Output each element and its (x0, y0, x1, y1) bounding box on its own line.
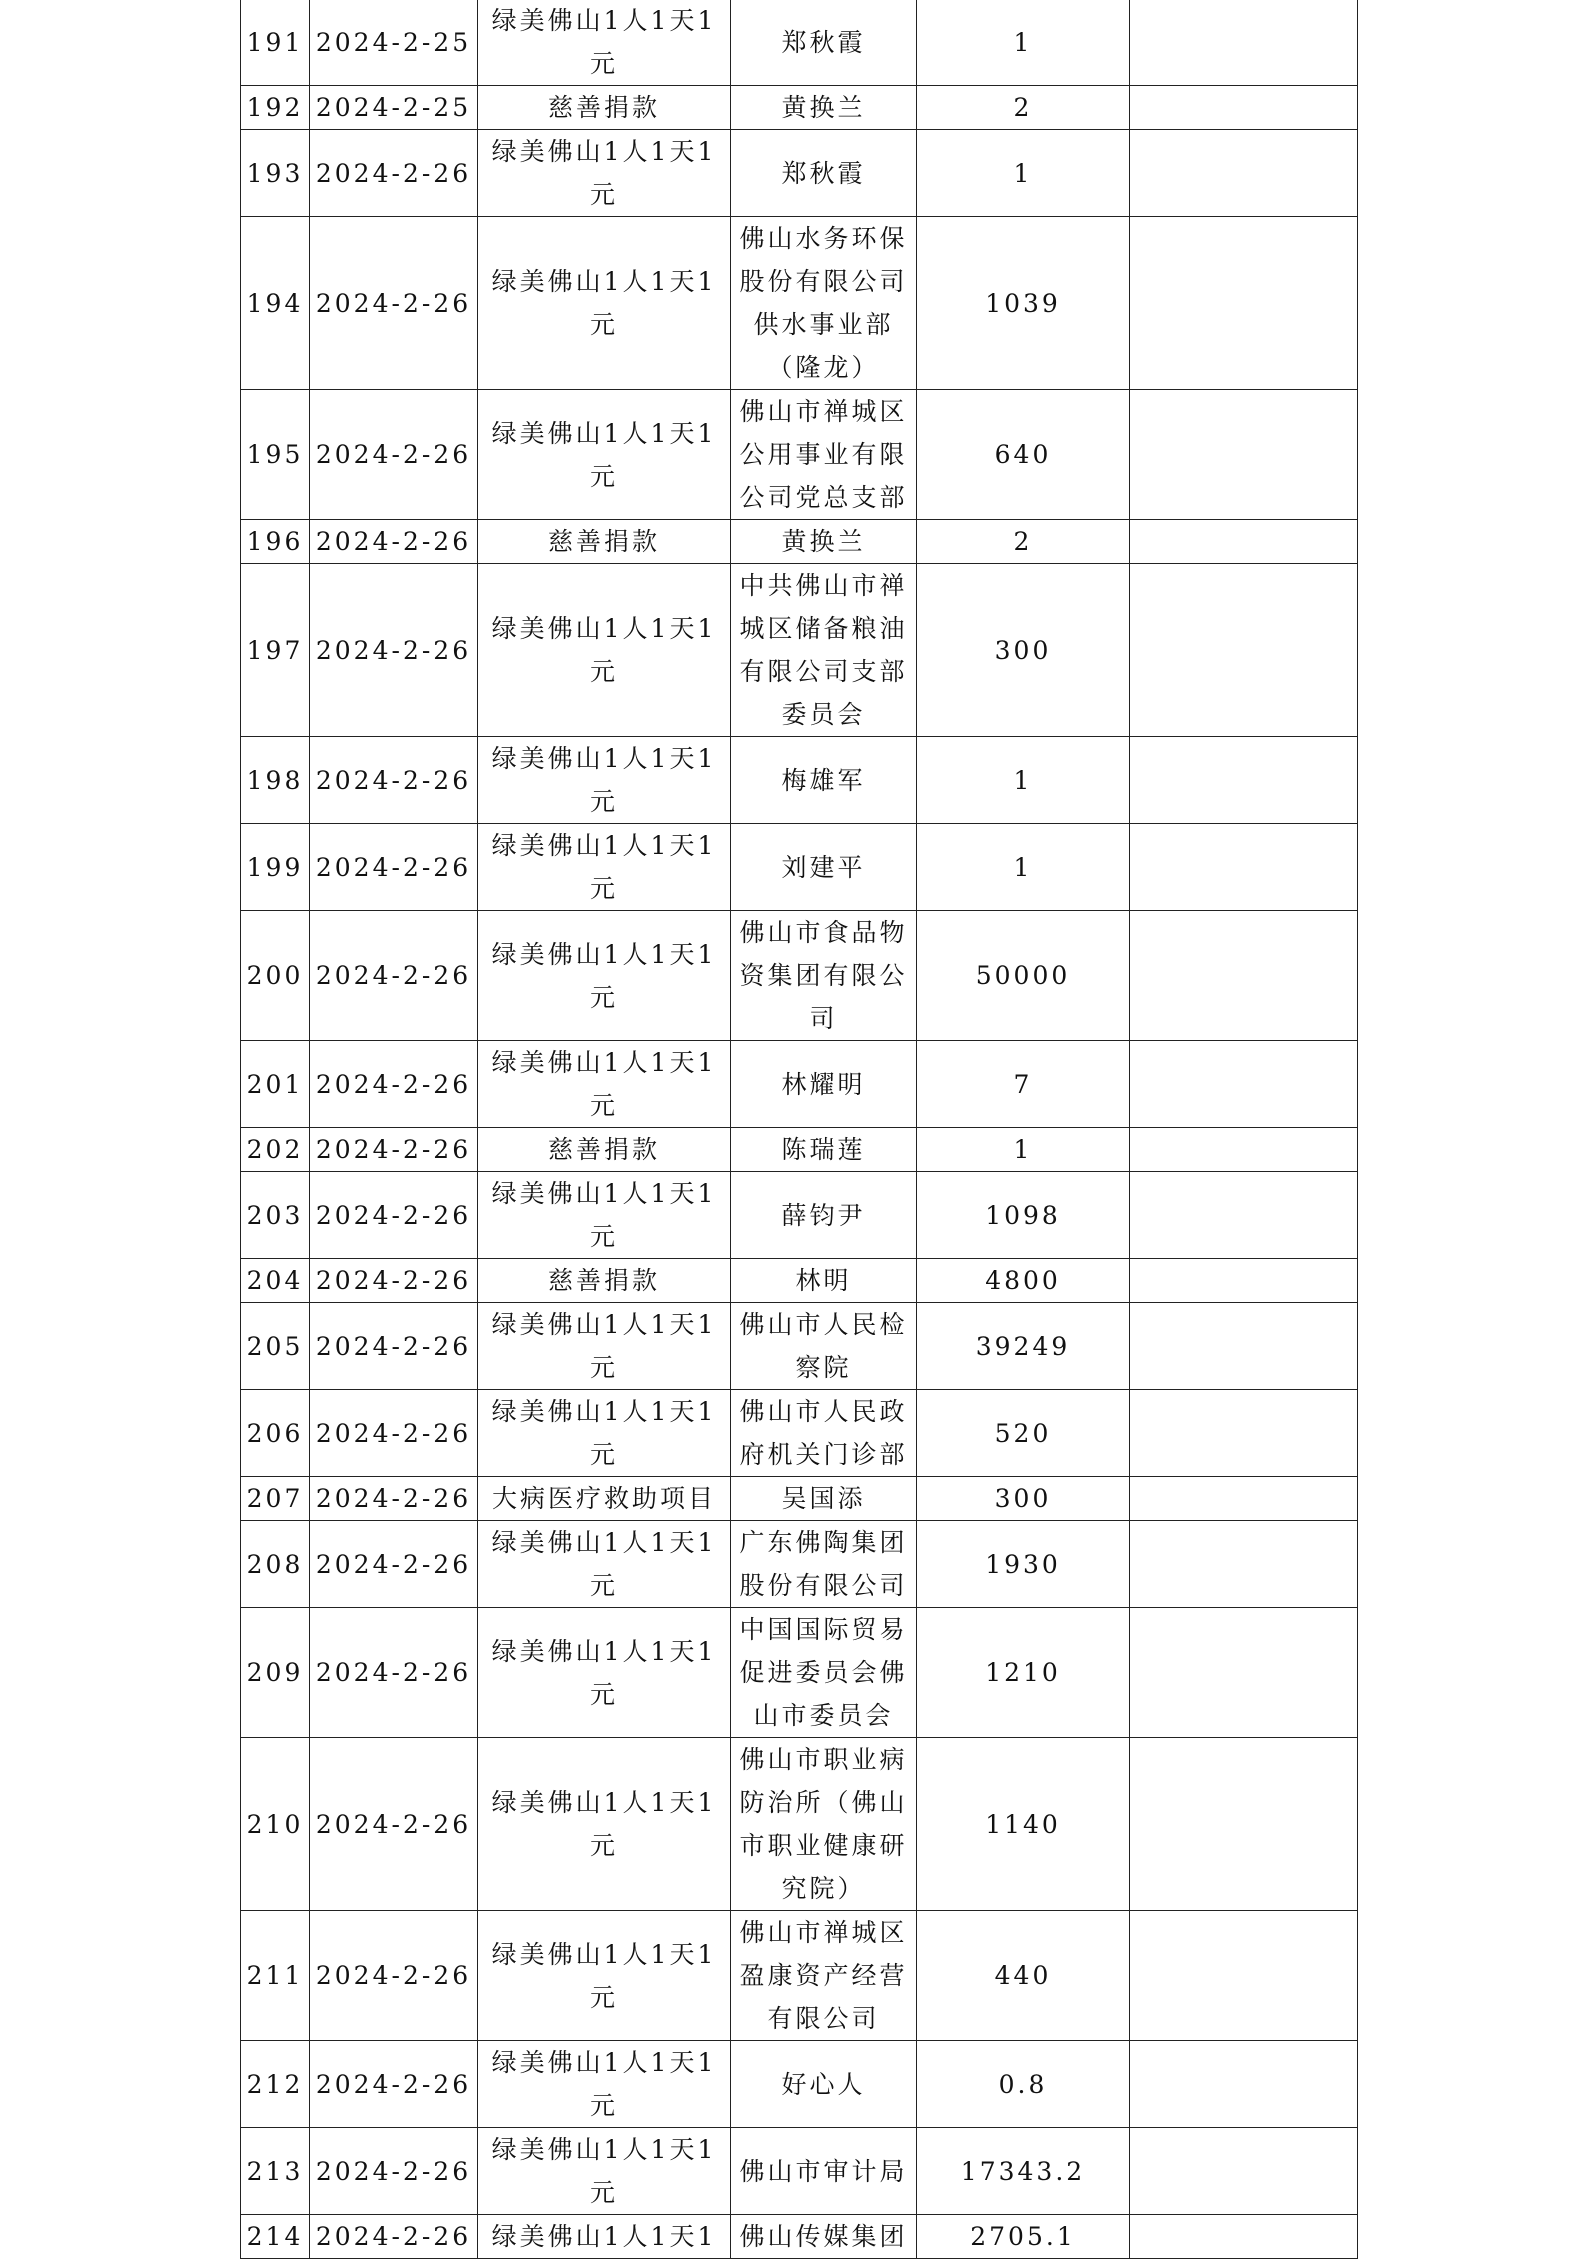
table-row (241, 737, 1358, 824)
table-row (241, 1738, 1358, 1911)
donation-date: 2024-2-26 (310, 217, 478, 390)
remark-cell (1130, 911, 1358, 1041)
donation-date: 2024-2-26 (310, 2041, 478, 2128)
donor-name: 陈瑞莲 (731, 1128, 917, 1172)
remark-cell (1130, 1477, 1358, 1521)
donation-amount: 2 (917, 520, 1130, 564)
donor-name: 吴国添 (731, 1477, 917, 1521)
row-number: 201 (241, 1041, 310, 1128)
table-row (241, 824, 1358, 911)
remark-cell (1130, 1041, 1358, 1128)
donor-name: 好心人 (731, 2041, 917, 2128)
table-row (241, 2128, 1358, 2215)
row-number: 208 (241, 1521, 310, 1608)
row-number: 194 (241, 217, 310, 390)
donation-project: 绿美佛山1人1天1元 (478, 2128, 731, 2215)
donation-project: 绿美佛山1人1天1元 (478, 1390, 731, 1477)
donation-amount: 4800 (917, 1259, 1130, 1303)
table-row (241, 2041, 1358, 2128)
donation-date: 2024-2-26 (310, 1303, 478, 1390)
remark-cell (1130, 86, 1358, 130)
donation-project: 绿美佛山1人1天1元 (478, 1172, 731, 1259)
donor-name: 佛山市禅城区盈康资产经营有限公司 (731, 1911, 917, 2041)
donation-amount: 1039 (917, 217, 1130, 390)
row-number: 197 (241, 564, 310, 737)
donor-name: 郑秋霞 (731, 130, 917, 217)
donation-date: 2024-2-26 (310, 1128, 478, 1172)
donor-name: 刘建平 (731, 824, 917, 911)
donation-project: 绿美佛山1人1天1元 (478, 0, 731, 86)
donation-amount: 0.8 (917, 2041, 1130, 2128)
donation-amount: 1 (917, 1128, 1130, 1172)
row-number: 205 (241, 1303, 310, 1390)
row-number: 203 (241, 1172, 310, 1259)
donation-amount: 2705.1 (917, 2215, 1130, 2259)
donor-name: 佛山市审计局 (731, 2128, 917, 2215)
donor-name: 黄换兰 (731, 86, 917, 130)
donation-date: 2024-2-26 (310, 130, 478, 217)
donation-project: 绿美佛山1人1天1 (478, 2215, 731, 2259)
table-row (241, 86, 1358, 130)
donation-amount: 1 (917, 130, 1130, 217)
donation-project: 绿美佛山1人1天1元 (478, 1303, 731, 1390)
donation-date: 2024-2-26 (310, 1911, 478, 2041)
table-row (241, 911, 1358, 1041)
donation-project: 慈善捐款 (478, 86, 731, 130)
table-row (241, 1521, 1358, 1608)
table-row (241, 520, 1358, 564)
document-page (240, 0, 1357, 2251)
donation-table (240, 0, 1358, 2259)
donation-date: 2024-2-26 (310, 1477, 478, 1521)
donor-name: 薛钧尹 (731, 1172, 917, 1259)
donation-date: 2024-2-26 (310, 390, 478, 520)
donation-project: 绿美佛山1人1天1元 (478, 2041, 731, 2128)
table-row (241, 390, 1358, 520)
donation-project: 绿美佛山1人1天1元 (478, 737, 731, 824)
row-number: 204 (241, 1259, 310, 1303)
donor-name: 佛山市食品物资集团有限公司 (731, 911, 917, 1041)
donation-project: 绿美佛山1人1天1元 (478, 130, 731, 217)
donation-date: 2024-2-26 (310, 824, 478, 911)
remark-cell (1130, 564, 1358, 737)
remark-cell (1130, 390, 1358, 520)
donation-date: 2024-2-25 (310, 86, 478, 130)
remark-cell (1130, 1608, 1358, 1738)
donation-project: 绿美佛山1人1天1元 (478, 911, 731, 1041)
remark-cell (1130, 1390, 1358, 1477)
table-row (241, 1259, 1358, 1303)
donation-amount: 7 (917, 1041, 1130, 1128)
donation-date: 2024-2-26 (310, 1172, 478, 1259)
donation-amount: 300 (917, 564, 1130, 737)
donation-date: 2024-2-26 (310, 2128, 478, 2215)
donation-amount: 50000 (917, 911, 1130, 1041)
row-number: 213 (241, 2128, 310, 2215)
remark-cell (1130, 1521, 1358, 1608)
row-number: 211 (241, 1911, 310, 2041)
donation-project: 绿美佛山1人1天1元 (478, 564, 731, 737)
remark-cell (1130, 130, 1358, 217)
table-row (241, 2215, 1358, 2259)
remark-cell (1130, 1128, 1358, 1172)
donation-amount: 300 (917, 1477, 1130, 1521)
donation-amount: 1140 (917, 1738, 1130, 1911)
donation-amount: 1 (917, 824, 1130, 911)
donation-project: 慈善捐款 (478, 1128, 731, 1172)
donor-name: 中共佛山市禅城区储备粮油有限公司支部委员会 (731, 564, 917, 737)
donation-date: 2024-2-26 (310, 520, 478, 564)
donation-amount: 640 (917, 390, 1130, 520)
remark-cell (1130, 824, 1358, 911)
row-number: 192 (241, 86, 310, 130)
row-number: 191 (241, 0, 310, 86)
donation-amount: 1210 (917, 1608, 1130, 1738)
row-number: 207 (241, 1477, 310, 1521)
donor-name: 佛山市人民政府机关门诊部 (731, 1390, 917, 1477)
donation-date: 2024-2-26 (310, 564, 478, 737)
donor-name: 佛山市禅城区公用事业有限公司党总支部 (731, 390, 917, 520)
donation-project: 绿美佛山1人1天1元 (478, 1041, 731, 1128)
row-number: 199 (241, 824, 310, 911)
row-number: 198 (241, 737, 310, 824)
table-row (241, 1128, 1358, 1172)
row-number: 196 (241, 520, 310, 564)
donation-date: 2024-2-26 (310, 1738, 478, 1911)
donation-amount: 1098 (917, 1172, 1130, 1259)
remark-cell (1130, 2128, 1358, 2215)
remark-cell (1130, 520, 1358, 564)
row-number: 210 (241, 1738, 310, 1911)
row-number: 195 (241, 390, 310, 520)
remark-cell (1130, 1738, 1358, 1911)
donor-name: 梅雄军 (731, 737, 917, 824)
donation-project: 慈善捐款 (478, 1259, 731, 1303)
donation-amount: 440 (917, 1911, 1130, 2041)
donation-project: 大病医疗救助项目 (478, 1477, 731, 1521)
donor-name: 郑秋霞 (731, 0, 917, 86)
table-row (241, 1041, 1358, 1128)
donation-project: 绿美佛山1人1天1元 (478, 1738, 731, 1911)
remark-cell (1130, 0, 1358, 86)
donation-amount: 1930 (917, 1521, 1130, 1608)
donor-name: 佛山市人民检察院 (731, 1303, 917, 1390)
donor-name: 中国国际贸易促进委员会佛山市委员会 (731, 1608, 917, 1738)
table-row (241, 0, 1358, 86)
donation-project: 绿美佛山1人1天1元 (478, 1608, 731, 1738)
donation-date: 2024-2-26 (310, 1259, 478, 1303)
donation-date: 2024-2-25 (310, 0, 478, 86)
donor-name: 佛山传媒集团 (731, 2215, 917, 2259)
donation-amount: 39249 (917, 1303, 1130, 1390)
donation-amount: 2 (917, 86, 1130, 130)
table-row (241, 217, 1358, 390)
donor-name: 广东佛陶集团股份有限公司 (731, 1521, 917, 1608)
remark-cell (1130, 217, 1358, 390)
donation-project: 绿美佛山1人1天1元 (478, 824, 731, 911)
donation-project: 绿美佛山1人1天1元 (478, 217, 731, 390)
donation-date: 2024-2-26 (310, 1521, 478, 1608)
table-row (241, 564, 1358, 737)
table-row (241, 130, 1358, 217)
row-number: 200 (241, 911, 310, 1041)
table-row (241, 1172, 1358, 1259)
remark-cell (1130, 1303, 1358, 1390)
table-row (241, 1477, 1358, 1521)
donation-date: 2024-2-26 (310, 737, 478, 824)
row-number: 193 (241, 130, 310, 217)
donor-name: 林耀明 (731, 1041, 917, 1128)
remark-cell (1130, 2041, 1358, 2128)
row-number: 206 (241, 1390, 310, 1477)
donation-date: 2024-2-26 (310, 2215, 478, 2259)
donation-amount: 17343.2 (917, 2128, 1130, 2215)
table-row (241, 1390, 1358, 1477)
row-number: 209 (241, 1608, 310, 1738)
remark-cell (1130, 1172, 1358, 1259)
remark-cell (1130, 1259, 1358, 1303)
donation-amount: 520 (917, 1390, 1130, 1477)
remark-cell (1130, 2215, 1358, 2259)
row-number: 202 (241, 1128, 310, 1172)
donation-date: 2024-2-26 (310, 1390, 478, 1477)
row-number: 212 (241, 2041, 310, 2128)
donation-date: 2024-2-26 (310, 911, 478, 1041)
donation-date: 2024-2-26 (310, 1608, 478, 1738)
donation-amount: 1 (917, 737, 1130, 824)
donation-project: 慈善捐款 (478, 520, 731, 564)
table-row (241, 1911, 1358, 2041)
donor-name: 林明 (731, 1259, 917, 1303)
donation-project: 绿美佛山1人1天1元 (478, 1911, 731, 2041)
row-number: 214 (241, 2215, 310, 2259)
table-row (241, 1608, 1358, 1738)
donation-amount: 1 (917, 0, 1130, 86)
donor-name: 佛山水务环保股份有限公司供水事业部（隆龙） (731, 217, 917, 390)
remark-cell (1130, 1911, 1358, 2041)
remark-cell (1130, 737, 1358, 824)
donation-project: 绿美佛山1人1天1元 (478, 390, 731, 520)
donor-name: 佛山市职业病防治所（佛山市职业健康研究院） (731, 1738, 917, 1911)
donor-name: 黄换兰 (731, 520, 917, 564)
donation-project: 绿美佛山1人1天1元 (478, 1521, 731, 1608)
table-row (241, 1303, 1358, 1390)
donation-date: 2024-2-26 (310, 1041, 478, 1128)
